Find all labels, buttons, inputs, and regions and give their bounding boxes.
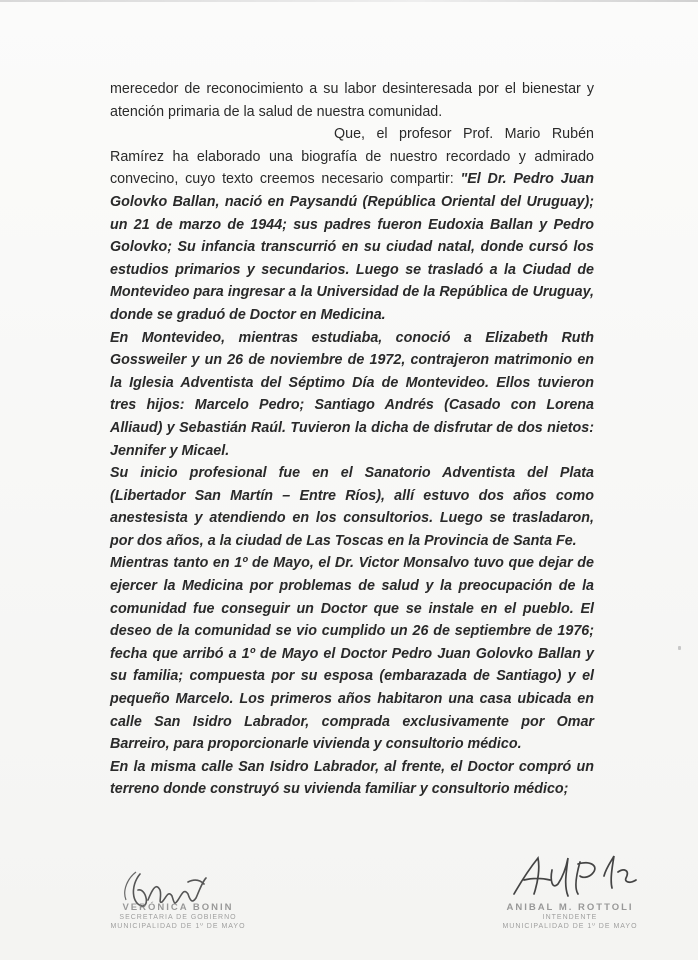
right-signature-stamp bbox=[490, 864, 650, 931]
left-signature-stamp bbox=[108, 862, 248, 931]
left-stamp-title: SECRETARIA DE GOBIERNO bbox=[119, 914, 237, 921]
quote-marriage: En Montevideo, mientras estudiaba, conoció a Elizabeth Ruth Gossweiler y un 26 de noviembre de 1972, contrajeron matrimonio en la Iglesia Adventista del Séptimo Día de Montevideo. Ellos tuvieron tres hijos: Marcelo Pedro; Santiago Andrés (Casado con Lorena Alliaud) y Sebastián Raúl. Tuvieron la dicha de disfrutar de dos nietos: Jennifer y Micael. bbox=[110, 329, 594, 459]
scan-speck bbox=[678, 646, 681, 650]
left-stamp-office: MUNICIPALIDAD DE 1º DE MAYO bbox=[110, 923, 246, 930]
scan-top-edge bbox=[0, 0, 698, 2]
right-stamp-name: ANIBAL M. ROTTOLI bbox=[506, 902, 634, 913]
quote-house: En la misma calle San Isidro Labrador, al frente, el Doctor compró un terreno donde construyó su vivienda familiar y consultorio médico; bbox=[110, 758, 594, 798]
document-body bbox=[110, 78, 594, 801]
quote-arrival: Mientras tanto en 1º de Mayo, el Dr. Victor Monsalvo tuvo que dejar de ejercer la Medicina por problemas de salud y la preocupación de la comunidad fue conseguir un Doctor que se instale en el pueblo. El deseo de la comunidad se vio cumplido un 26 de septiembre de 1976; fecha que arribó a 1º de Mayo el Doctor Pedro Juan Golovko Ballan y su familia; compuesta por su esposa (embarazada de Santiago) y el pequeño Marcelo. Los primeros años habitaron una casa ubicada en calle San Isidro Labrador, comprada exclusivamente por Omar Barreiro, para proporcionarle vivienda y consultorio médico. bbox=[110, 555, 594, 753]
right-stamp-title: INTENDENTE bbox=[542, 914, 598, 921]
paragraph-intro: merecedor de reconocimiento a su labor desinteresada por el bienestar y atención primaria de la salud de nuestra comunidad. bbox=[110, 81, 594, 120]
paragraph-biography-reference-text: Que, el profesor Prof. Mario Rubén Ramírez ha elaborado una biografía de nuestro recordado y admirado convecino, cuyo texto creemos necesario compartir: bbox=[110, 126, 594, 188]
right-stamp-office: MUNICIPALIDAD DE 1º DE MAYO bbox=[502, 923, 638, 930]
paragraph-biography-reference bbox=[110, 123, 594, 326]
quote-career-start: Su inicio profesional fue en el Sanatorio Adventista del Plata (Libertador San Martín – Entre Ríos), allí estuvo dos años como anestesista y atendiendo en los consultorios. Luego se trasladaron, por dos años, a la ciudad de Las Toscas en la Provincia de Santa Fe. bbox=[110, 465, 594, 549]
quote-birth: "El Dr. Pedro Juan Golovko Ballan, nació en Paysandú (República Oriental del Uruguay); un 21 de marzo de 1944; sus padres fueron Eudoxia Ballan y Pedro Golovko; Su infancia transcurrió en su ciudad natal, donde cursó los estudios primarios y secundarios. Luego se trasladó a la Ciudad de Montevideo para ingresar a la Universidad de la República de Uruguay, donde se graduó de Doctor en Medicina. bbox=[110, 171, 594, 323]
left-stamp-name: VERÓNICA BONIN bbox=[122, 902, 234, 913]
